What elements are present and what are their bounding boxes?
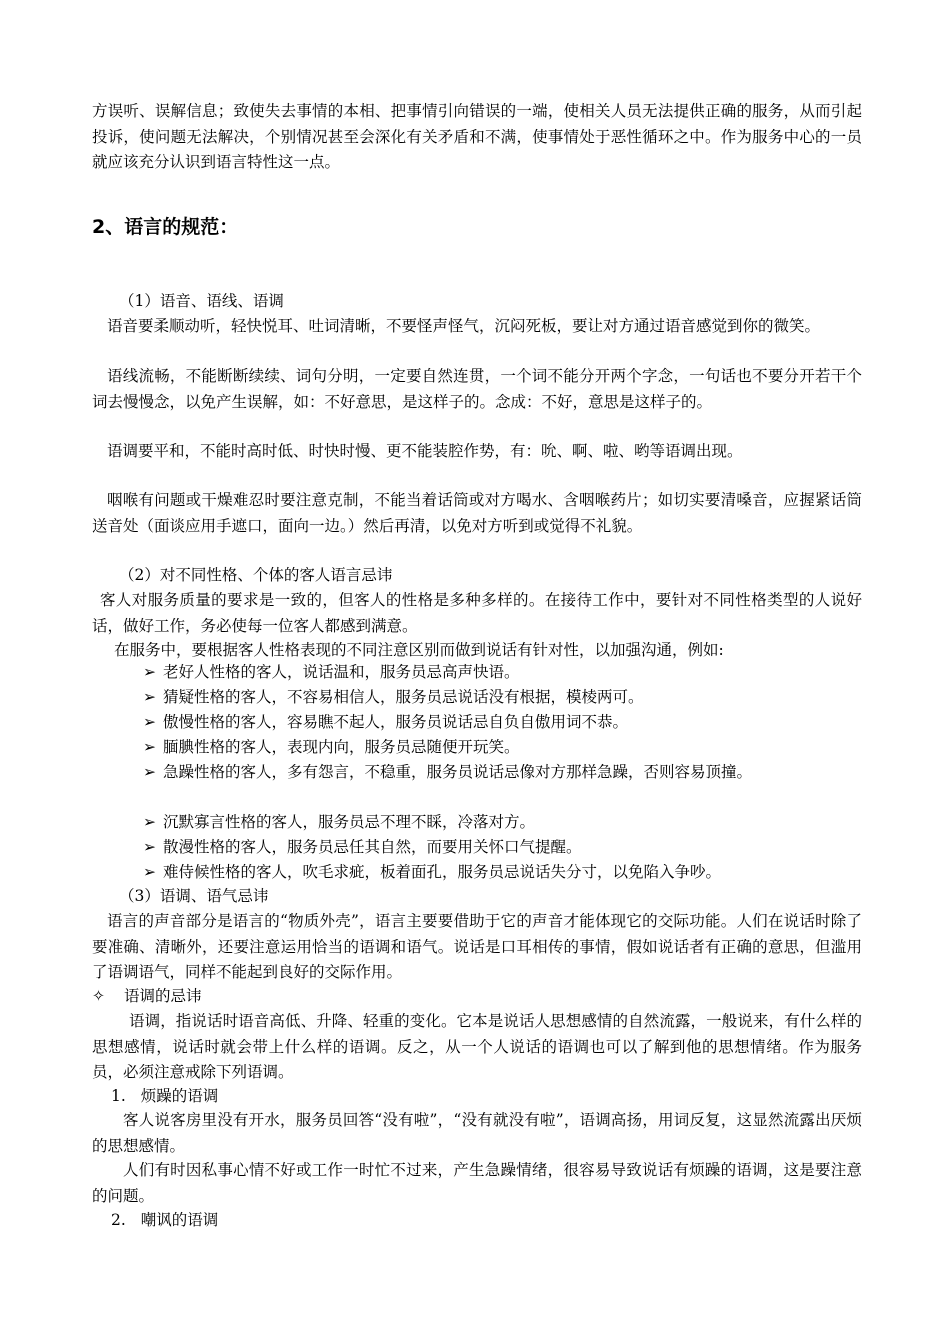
numbered-heading-2: 2. 嘲讽的语调	[111, 1211, 219, 1229]
arrow-bullet-icon: ➢	[143, 663, 156, 681]
paragraph-irritable-note: 人们有时因私事心情不好或工作一时忙不过来，产生急躁情绪，很容易导致说话有烦躁的语调，这是要注意的问题。	[92, 1161, 862, 1205]
paragraph-examples-intro: 在服务中，要根据客人性格表现的不同注意区别而做到说话有针对性，以加强沟通，例如:	[114, 641, 724, 659]
paragraph-personality: 客人对服务质量的要求是一致的，但客人的性格是多种多样的。在接待工作中，要针对不同性格类型的人说好话，做好工作，务必使每一位客人都感到满意。	[92, 591, 862, 635]
arrow-bullet-icon: ➢	[143, 838, 156, 856]
list-item: ➢ 沉默寡言性格的客人，服务员忌不理不睬，冷落对方。	[143, 810, 863, 836]
paragraph-pronunciation: 语音要柔顺动听，轻快悦耳、吐词清晰，不要怪声怪气，沉闷死板，要让对方通过语音感觉到你的微笑。	[107, 317, 821, 335]
arrow-bullet-icon: ➢	[143, 863, 156, 881]
list-item: ➢ 难侍候性格的客人，吹毛求疵，板着面孔，服务员忌说话失分寸，以免陷入争吵。	[143, 860, 863, 886]
list-item: ➢ 腼腆性格的客人，表现内向，服务员忌随便开玩笑。	[143, 735, 863, 761]
diamond-bullet-icon: ✧	[92, 987, 105, 1005]
paragraph-throat: 咽喉有问题或干燥难忍时要注意克制，不能当着话筒或对方喝水、含咽喉药片；如切实要清嗓音，应握紧话筒送音处（面谈应用手遮口，面向一边。）然后再清，以免对方听到或觉得不礼貌。	[92, 491, 862, 535]
subsection-title-1: （1）语音、语线、语调	[119, 292, 284, 310]
arrow-bullet-icon: ➢	[143, 763, 156, 781]
paragraph-voice: 语言的声音部分是语言的“物质外壳”，语言主要要借助于它的声音才能体现它的交际功能。人们在说话时除了要准确、清晰外，还要注意运用恰当的语调和语气。说话是口耳相传的事情，假如说话者有正确的意思，但滥用了语调语气，同样不能起到良好的交际作用。	[92, 912, 862, 981]
arrow-bullet-icon: ➢	[143, 713, 156, 731]
numbered-heading-1: 1. 烦躁的语调	[111, 1087, 219, 1105]
paragraph-intonation: 语调要平和，不能时高时低、时快时慢、更不能装腔作势，有：吮、啊、啦、哟等语调出现。	[107, 442, 743, 460]
list-item: ➢ 傲慢性格的客人，容易瞧不起人，服务员说话忌自负自傲用词不恭。	[143, 710, 863, 736]
arrow-bullet-icon: ➢	[143, 688, 156, 706]
paragraph-fluency: 语线流畅，不能断断续续、词句分明，一定要自然连贯，一个词不能分开两个字念，一句话也不要分开若干个词去慢慢念，以免产生误解，如：不好意思，是这样子的。念成：不好，意思是这样子的。	[92, 367, 862, 411]
diamond-heading: ✧ 语调的忌讳	[92, 987, 202, 1005]
subsection-title-2: （2）对不同性格、个体的客人语言忌讳	[119, 566, 393, 584]
paragraph-intonation-definition: 语调，指说话时语音高低、升降、轻重的变化。它本是说话人思想感情的自然流露，一般说来，有什么样的思想感情，说话时就会带上什么样的语调。反之，从一个人说话的语调也可以了解到他的思想情绪。作为服务员，必须注意戒除下列语调。	[92, 1012, 862, 1081]
list-item: ➢ 散漫性格的客人，服务员忌任其自然，而要用关怀口气提醒。	[143, 835, 863, 861]
list-item: ➢ 老好人性格的客人，说话温和，服务员忌高声快语。	[143, 660, 863, 686]
subsection-title-3: （3）语调、语气忌讳	[119, 887, 269, 905]
list-item: ➢ 猜疑性格的客人，不容易相信人，服务员忌说话没有根据，模棱两可。	[143, 685, 863, 711]
arrow-bullet-icon: ➢	[143, 738, 156, 756]
intro-paragraph: 方误听、误解信息；致使失去事情的本相、把事情引向错误的一端，使相关人员无法提供正确的服务，从而引起投诉，使问题无法解决，个别情况甚至会深化有关矛盾和不满，使事情处于恶性循环之中。作为服务中心的一员就应该充分认识到语言特性这一点。	[92, 102, 862, 171]
arrow-bullet-icon: ➢	[143, 813, 156, 831]
section-heading: 2、语言的规范：	[92, 216, 239, 238]
list-item: ➢ 急躁性格的客人，多有怨言，不稳重，服务员说话忌像对方那样急躁，否则容易顶撞。	[143, 760, 863, 786]
paragraph-irritable-example: 客人说客房里没有开水，服务员回答“没有啦”，“没有就没有啦”，语调高扬，用词反复，这显然流露出厌烦的思想感情。	[92, 1111, 862, 1155]
